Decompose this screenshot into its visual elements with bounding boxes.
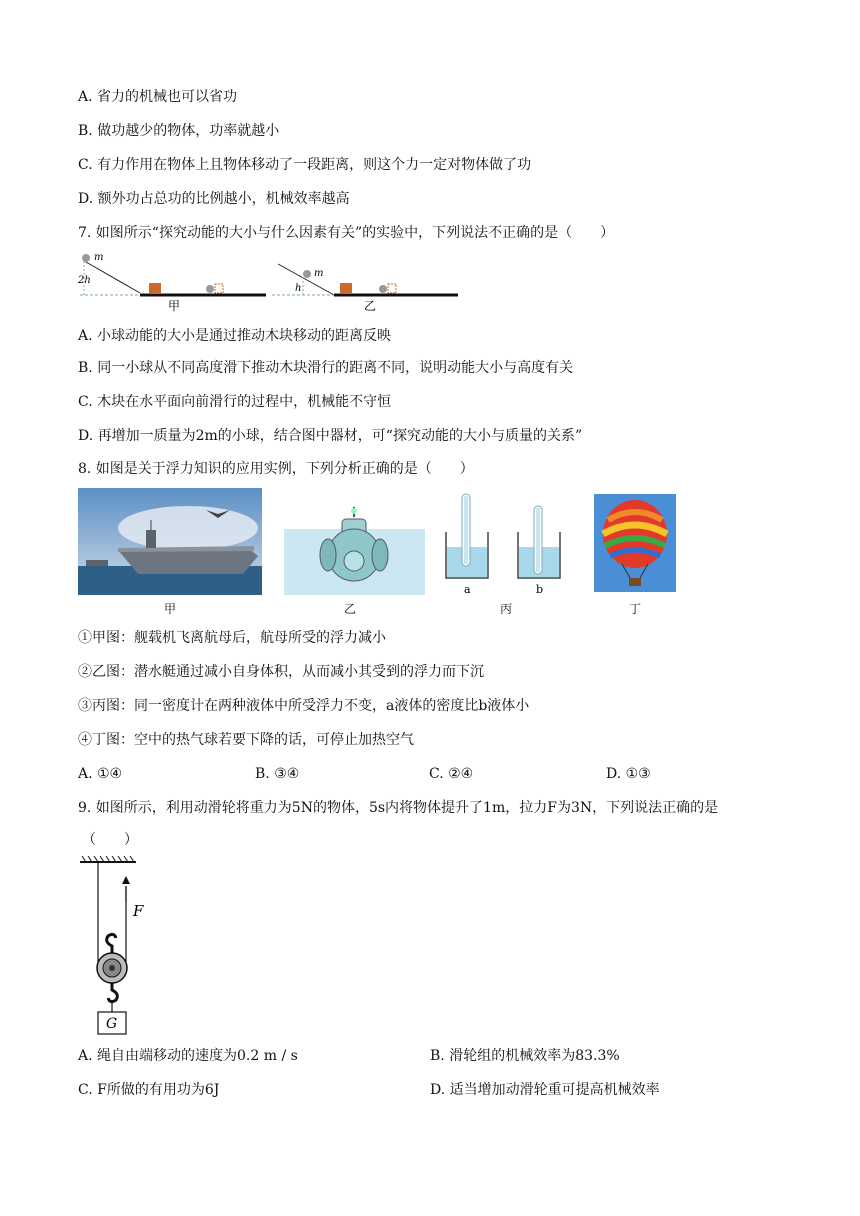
q7-label-h2: h: [295, 283, 302, 294]
q7-option-c: C. 木块在水平面向前滑行的过程中，机械能不守恒: [78, 394, 392, 410]
q6-option-c: C. 有力作用在物体上且物体移动了一段距离，则这个力一定对物体做了功: [78, 157, 532, 173]
q9-stem: 9. 如图所示，利用动滑轮将重力为5N的物体，5s内将物体提升了1m，拉力F为3N，下列说法正确的是: [78, 800, 719, 816]
q7-label-m2: m: [314, 268, 324, 279]
q8-statement-3: ③丙图：同一密度计在两种液体中所受浮力不变，a液体的密度比b液体小: [78, 698, 530, 714]
q8-option-a: A. ①④: [78, 766, 123, 782]
q8-image-submarine: [284, 507, 425, 595]
q8-caption-4: 丁: [628, 602, 641, 616]
q7-stem: 7. 如图所示“探究动能的大小与什么因素有关”的实验中，下列说法不正确的是（ ）: [78, 225, 615, 241]
q9-stem-paren: （ ）: [82, 832, 138, 848]
carrier-island: [146, 530, 156, 548]
q7-ball-end-1: [206, 285, 214, 293]
q7-incline-2: [278, 264, 334, 295]
q9-option-b: B. 滑轮组的机械效率为83.3%: [430, 1048, 620, 1064]
q8-statement-4: ④丁图：空中的热气球若要下降的话，可停止加热空气: [78, 732, 414, 748]
q8-statement-2: ②乙图：潜水艇通过减小自身体积，从而减小其受到的浮力而下沉: [78, 664, 484, 680]
beaker-a-label: a: [464, 583, 471, 596]
q9-pulley-figure: [78, 856, 148, 1036]
q9-option-d: D. 适当增加动滑轮重可提高机械效率: [430, 1082, 660, 1098]
q7-option-d: D. 再增加一质量为2m的小球，结合图中器材，可“探究动能的大小与质量的关系”: [78, 428, 583, 444]
q7-ball-2: [303, 270, 311, 278]
q6-option-a: A. 省力的机械也可以省功: [78, 89, 238, 105]
q9-option-c: C. F所做的有用功为6J: [78, 1082, 220, 1098]
q8-option-d: D. ①③: [606, 766, 651, 782]
q7-ball-1: [82, 254, 90, 262]
weight-label: G: [106, 1016, 118, 1032]
balloon-basket: [629, 578, 641, 586]
q8-statement-1: ①甲图：舰载机飞离航母后，航母所受的浮力减小: [78, 630, 386, 646]
q7-incline-1: [86, 262, 140, 293]
q8-stem: 8. 如图是关于浮力知识的应用实例，下列分析正确的是（ ）: [78, 461, 474, 477]
q7-ball-end-2: [379, 285, 387, 293]
q8-image-carrier: [78, 488, 262, 595]
q7-figure: [76, 250, 466, 312]
q6-option-b: B. 做功越少的物体，功率就越小: [78, 123, 280, 139]
q7-option-b: B. 同一小球从不同高度滑下推动木块滑行的距离不同，说明动能大小与高度有关: [78, 360, 574, 376]
q8-caption-2: 乙: [343, 602, 356, 616]
q7-label-h1: 2h: [78, 275, 91, 286]
q8-image-balloon: [594, 494, 676, 592]
q8-caption-3: 丙: [499, 602, 512, 616]
q7-block-2: [340, 283, 352, 294]
q7-option-a: A. 小球动能的大小是通过推动木块移动的距离反映: [78, 328, 392, 344]
q9-option-a: A. 绳自由端移动的速度为0.2 m / s: [78, 1048, 298, 1064]
carrier-hull: [118, 548, 258, 574]
q8-caption-1: 甲: [163, 602, 176, 616]
q6-option-d: D. 额外功占总功的比例越小，机械效率越高: [78, 191, 350, 207]
force-label: F: [133, 902, 144, 920]
q7-block-1: [149, 283, 161, 294]
q7-caption-1: 甲: [168, 299, 181, 312]
beaker-b-label: b: [536, 583, 544, 596]
q7-label-m1: m: [94, 252, 104, 263]
q7-caption-2: 乙: [364, 299, 377, 312]
force-arrow-icon: [122, 876, 130, 884]
q8-option-c: C. ②④: [429, 766, 474, 782]
q8-option-b: B. ③④: [255, 766, 300, 782]
q8-image-beakers: [440, 492, 570, 600]
